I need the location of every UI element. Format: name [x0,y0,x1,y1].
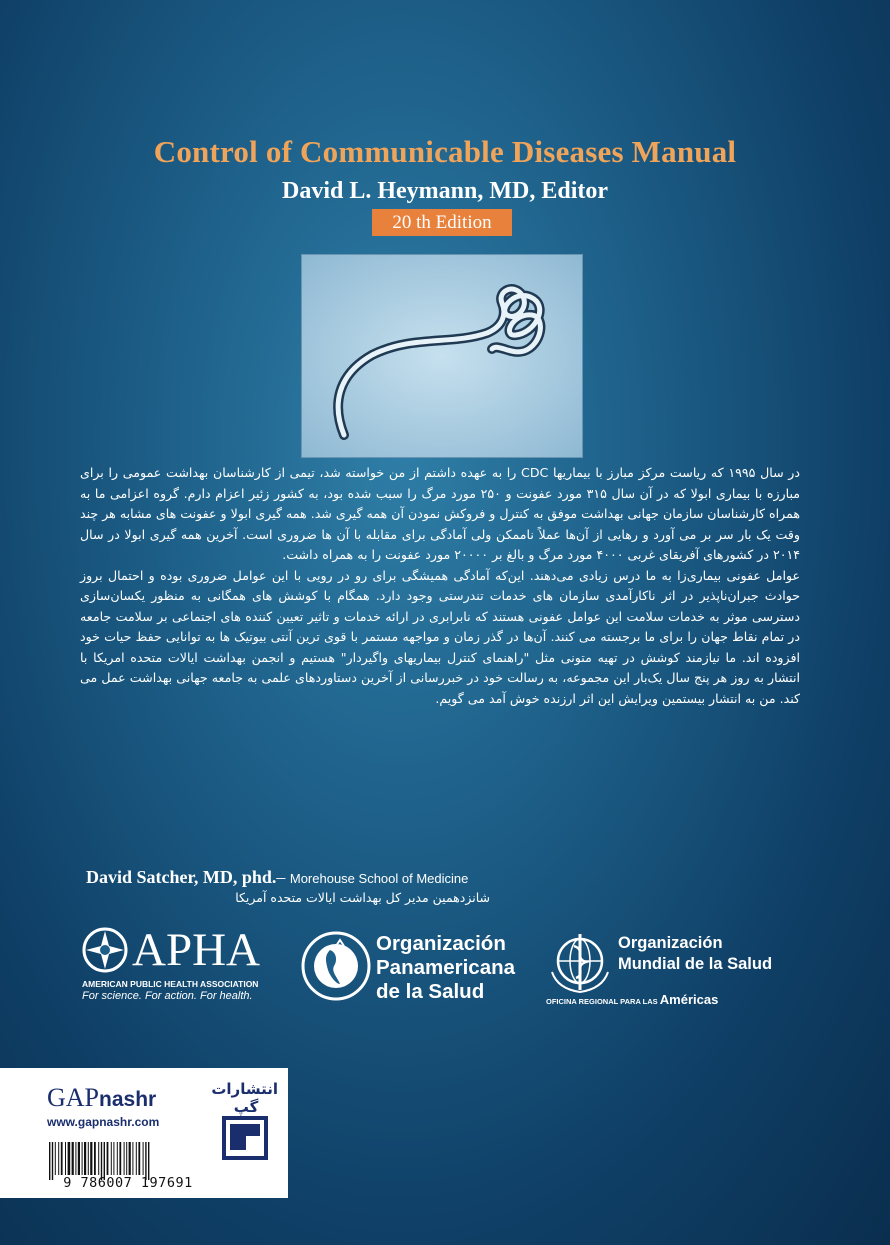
book-title: Control of Communicable Diseases Manual [153,134,737,169]
publisher-name [47,1083,156,1113]
virus-micrograph-image [302,255,582,457]
who-name [618,933,772,975]
barcode-bar [84,1142,86,1175]
barcode-bar [90,1142,92,1175]
barcode-bar [117,1142,118,1175]
signature-name: David Satcher, MD, phd. [86,867,277,887]
barcode-bar [113,1142,114,1175]
who-logo [546,932,786,1012]
ebola-virus-illustration [302,255,582,457]
foreword-text [80,463,800,709]
apha-subtitle: AMERICAN PUBLIC HEALTH ASSOCIATION [82,979,259,989]
barcode-bar [132,1142,133,1175]
edition-badge: 20 th Edition [372,209,512,236]
barcode-bar [136,1142,137,1175]
ops-name-line-1: Organización [376,932,506,955]
who-name-line-2: Mundial de la Salud [618,955,773,973]
ops-name-line-3: de la Salud [376,980,485,1003]
barcode-bar [119,1142,121,1175]
who-name-line-1: Organización [618,934,723,952]
signature-school: Morehouse School of Medicine [289,871,469,886]
barcode-bar [61,1142,63,1175]
barcode-bar [58,1142,59,1175]
signature-line [86,867,468,888]
book-editor: David L. Heymann, MD, Editor [281,178,608,204]
barcode-bar [124,1142,125,1175]
foreword-paragraph-2: عوامل عفونی بیماری‌زا به ما درس زیادی می‌دهند. این‌که آمادگی همیشگی برای رو در رویی با این عوامل ضروری بوده و احتمال بروز حوادث جبران‌ناپذیر در اثر ناکارآمدی سازمان های خدمات تندرستی وجود دارد. همگام با کوشش های همگانی به منظور یکسان‌سازی دسترسی موثر به خدمات سلامت این عوامل عفونی هستند که نابرابری در ارائه خدمات و تاثیر تعیین کننده های اجتماعی بر سلامت جامعه در تمام نقاط جهان را برای ما برجسته می کنند. آن‌ها در گذر زمان و مواجهه مستمر با قوی ترین آنتی بیوتیک ها به توانایی حفظ حیات خود افزوده اند. ما نیازمند کوشش در تهیه متونی مثل "راهنمای کنترل بیماریهای واگیردار" هستیم و انجمن بهداشت ایالات متحده امریکا با انتشار به روز هر پنج سال یک‌بار این مجموعه، به رسالت خود در خبررسانی از آخرین دستاوردهای علمی به جامعه جهانی بهداشت عمل می کند. من به انتشار بیستمین ویرایش این اثر ارزنده خوش آمد می گویم. [80,567,800,706]
apha-logo [82,924,282,1007]
barcode-bar [107,1142,109,1175]
barcode-bar [98,1142,99,1175]
paho-seal-icon [300,930,372,1002]
barcode-bar [82,1142,83,1175]
barcode-bar [129,1142,131,1175]
publisher-name-suffix: nashr [99,1088,157,1111]
barcode-bar [94,1142,96,1175]
publisher-panel [0,1068,288,1198]
barcode-bar [55,1142,56,1175]
barcode-bar [68,1142,71,1175]
publisher-name-prefix: GAP [47,1083,100,1112]
isbn-number: 9 786007 197691 [63,1175,193,1191]
publisher-name-fa-line-2: گپ [233,1098,259,1116]
publisher-name-fa [211,1080,278,1116]
who-office-prefix: OFICINA REGIONAL PARA LAS [546,997,658,1006]
signature-role: شانزدهمین مدیر کل بهداشت ایالات متحده آمریکا [235,890,490,905]
barcode-bar [72,1142,74,1175]
barcode-bar [111,1142,112,1175]
publisher-logo-icon [222,1116,268,1160]
barcode-bar [75,1142,76,1175]
barcode-bar [126,1142,127,1175]
barcode-bar [143,1142,144,1175]
apha-emblem-icon [82,927,128,973]
ops-logo [300,930,530,1010]
barcode-bar [138,1142,140,1175]
signature-dash: – [276,867,286,887]
barcode-bar [65,1142,66,1175]
publisher-name-fa-line-1: انتشارات [211,1080,278,1098]
who-office [546,992,718,1007]
ops-name-line-2: Panamericana [376,956,516,979]
who-office-region: Américas [659,992,719,1007]
apha-name: APHA [132,924,260,976]
barcode-bar [78,1142,80,1175]
publisher-url: www.gapnashr.com [47,1115,160,1129]
who-emblem-icon [546,932,614,994]
barcode-bar [88,1142,89,1175]
foreword-paragraph-1: در سال ۱۹۹۵ که ریاست مرکز مبارز با بیماریها CDC را به عهده داشتم از من خواسته شد، تیمی از کارشناسان بهداشت عمومی را برای مبارزه با بیماری ابولا که در آن سال ۳۱۵ مورد عفونت و ۲۵۰ مورد مرگ را سبب شده بود، به کشور زئیر اعزام دارم. گروه اعزامی ما به همراه کارشناسان سازمان جهانی بهداشت موفق به کنترل و فروکش نمودن آن همه گیری شد. همه گیری ابولا و عفونت های مشابه هر چند وقت یک بار سر بر می آورد و رهایی از آن‌ها عملاً ناممکن ولی آمادگی برای مقابله با آن ها ضروری است. آخرین همه گیری ابولا در سال ۲۰۱۴ در کشورهای آفریقای غربی ۴۰۰۰ مورد مرگ و بالغ بر ۲۰۰۰۰ مورد عفونت را به همراه داشت. [80,465,800,562]
ops-name [376,932,515,1004]
apha-tagline: For science. For action. For health. [82,990,253,1002]
